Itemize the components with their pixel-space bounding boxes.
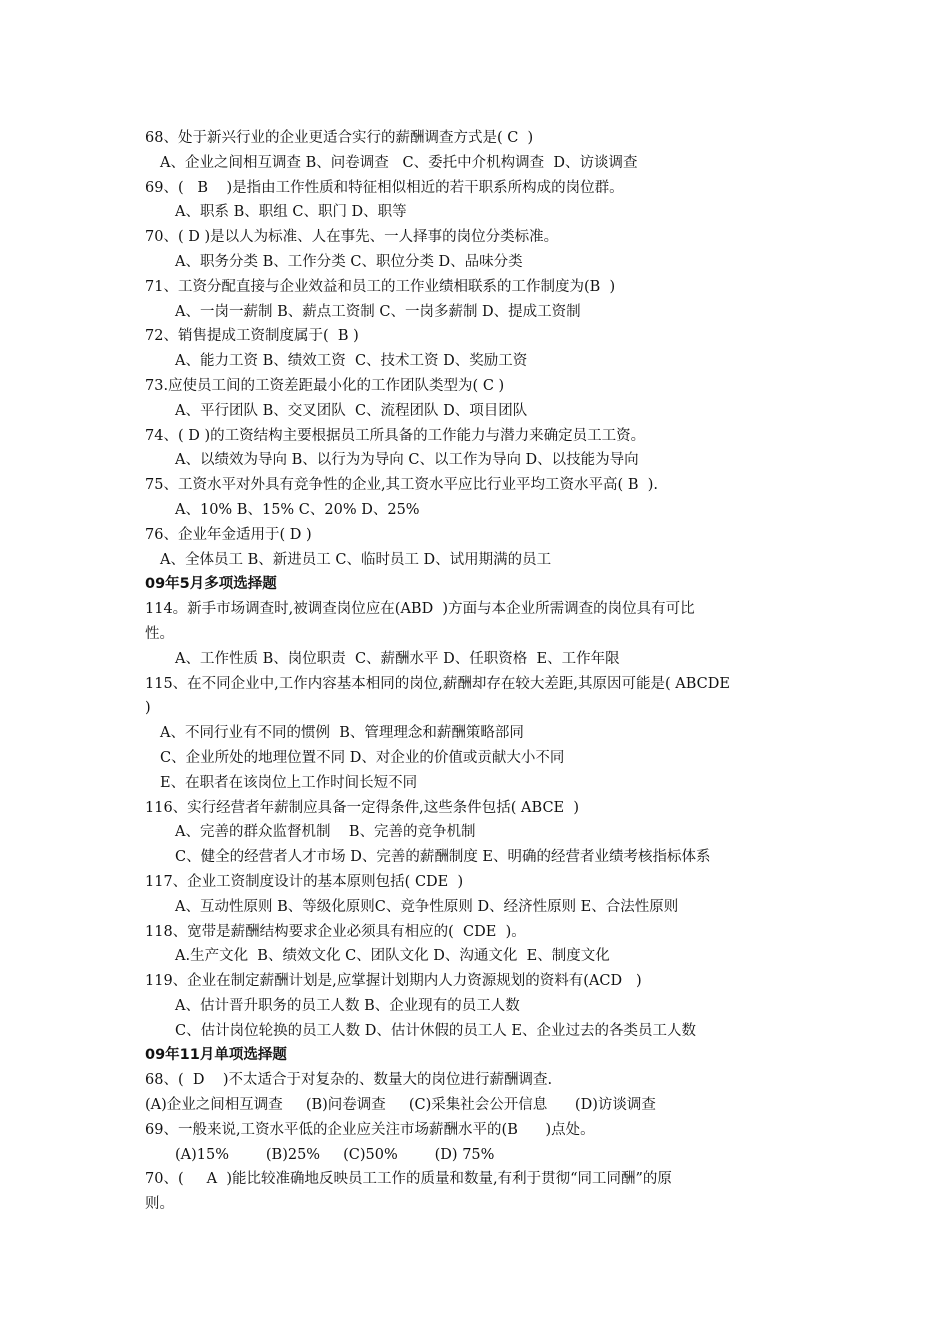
text-line: A、全体员工 B、新进员工 C、临时员工 D、试用期满的员工 — [160, 551, 552, 568]
text-line: 117、企业工资制度设计的基本原则包括( CDE ) — [145, 873, 464, 890]
text-line: A、估计晋升职务的员工人数 B、企业现有的员工人数 — [175, 997, 520, 1014]
text-line: A.生产文化 B、绩效文化 C、团队文化 D、沟通文化 E、制度文化 — [175, 948, 610, 965]
text-line: E、在职者在该岗位上工作时间长短不同 — [160, 774, 418, 791]
text-line: 115、在不同企业中,工作内容基本相同的岗位,薪酬却存在较大差距,其原因可能是( ABCDE — [145, 675, 730, 692]
text-line: A、10% B、15% C、20% D、25% — [175, 501, 420, 518]
document-body — [145, 126, 815, 1217]
text-line: 71、工资分配直接与企业效益和员工的工作业绩相联系的工作制度为(B ) — [145, 278, 616, 295]
text-line: A、不同行业有不同的惯例 B、管理理念和薪酬策略部同 — [160, 725, 524, 742]
text-line: 70、( A )能比较准确地反映员工工作的质量和数量,有利于贯彻“同工同酬”的原 — [145, 1171, 672, 1188]
text-line: A、企业之间相互调查 B、问卷调查 C、委托中介机构调查 D、访谈调查 — [160, 154, 638, 171]
text-line: 69、( B )是指由工作性质和特征相似相近的若干职系所构成的岗位群。 — [145, 179, 624, 196]
text-line: 70、( D )是以人为标准、人在事先、一人择事的岗位分类标准。 — [145, 229, 559, 246]
text-line: A、能力工资 B、绩效工资 C、技术工资 D、奖励工资 — [175, 353, 528, 370]
text-line: A、工作性质 B、岗位职责 C、薪酬水平 D、任职资格 E、工作年限 — [175, 650, 620, 667]
text-line: A、平行团队 B、交叉团队 C、流程团队 D、项目团队 — [175, 402, 528, 419]
text-line: 116、实行经营者年薪制应具备一定得条件,这些条件包括( ABCE ) — [145, 799, 579, 816]
text-line: 118、宽带是薪酬结构要求企业必须具有相应的( CDE )。 — [145, 923, 526, 940]
text-line: 68、( D )不太适合于对复杂的、数量大的岗位进行薪酬调查. — [145, 1072, 553, 1089]
text-line: 119、企业在制定薪酬计划是,应掌握计划期内人力资源规划的资料有(ACD ) — [145, 973, 642, 990]
text-line: 114。新手市场调查时,被调查岗位应在(ABD )方面与本企业所需调查的岗位具有可比 — [145, 601, 695, 618]
text-line: (A)企业之间相互调查 (B)问卷调查 (C)采集社会公开信息 (D)访谈调查 — [145, 1097, 656, 1114]
text-line: 73.应使员工间的工资差距最小化的工作团队类型为( C ) — [145, 377, 505, 394]
text-line: A、职务分类 B、工作分类 C、职位分类 D、品味分类 — [175, 253, 523, 270]
section-heading: 09年5月多项选择题 — [145, 576, 277, 593]
text-line: C、健全的经营者人才市场 D、完善的薪酬制度 E、明确的经营者业绩考核指标体系 — [175, 849, 711, 866]
text-line: A、完善的群众监督机制 B、完善的竞争机制 — [175, 824, 476, 841]
section-heading: 09年11月单项选择题 — [145, 1047, 287, 1064]
text-line: 69、一般来说,工资水平低的企业应关注市场薪酬水平的(B )点处。 — [145, 1121, 595, 1138]
text-line: 74、( D )的工资结构主要根据员工所具备的工作能力与潜力来确定员工工资。 — [145, 427, 646, 444]
text-line: 72、销售提成工资制度属于( B ) — [145, 328, 359, 345]
text-line: C、企业所处的地理位置不同 D、对企业的价值或贡献大小不同 — [160, 749, 565, 766]
text-line: A、以绩效为导向 B、以行为为导向 C、以工作为导向 D、以技能为导向 — [175, 452, 639, 469]
text-line: A、职系 B、职组 C、职门 D、职等 — [175, 204, 407, 221]
text-line: A、一岗一薪制 B、薪点工资制 C、一岗多薪制 D、提成工资制 — [175, 303, 581, 320]
text-line: C、估计岗位轮换的员工人数 D、估计休假的员工人 E、企业过去的各类员工人数 — [175, 1022, 697, 1039]
text-line: (A)15% (B)25% (C)50% (D) 75% — [175, 1146, 495, 1163]
text-line: A、互动性原则 B、等级化原则C、竞争性原则 D、经济性原则 E、合法性原则 — [175, 898, 679, 915]
text-line: ) — [145, 700, 151, 717]
text-line: 68、处于新兴行业的企业更适合实行的薪酬调查方式是( C ) — [145, 130, 534, 146]
text-line: 76、企业年金适用于( D ) — [145, 526, 312, 543]
text-line: 75、工资水平对外具有竞争性的企业,其工资水平应比行业平均工资水平高( B ). — [145, 477, 658, 494]
text-line: 则。 — [145, 1196, 174, 1213]
text-line: 性。 — [145, 625, 174, 642]
